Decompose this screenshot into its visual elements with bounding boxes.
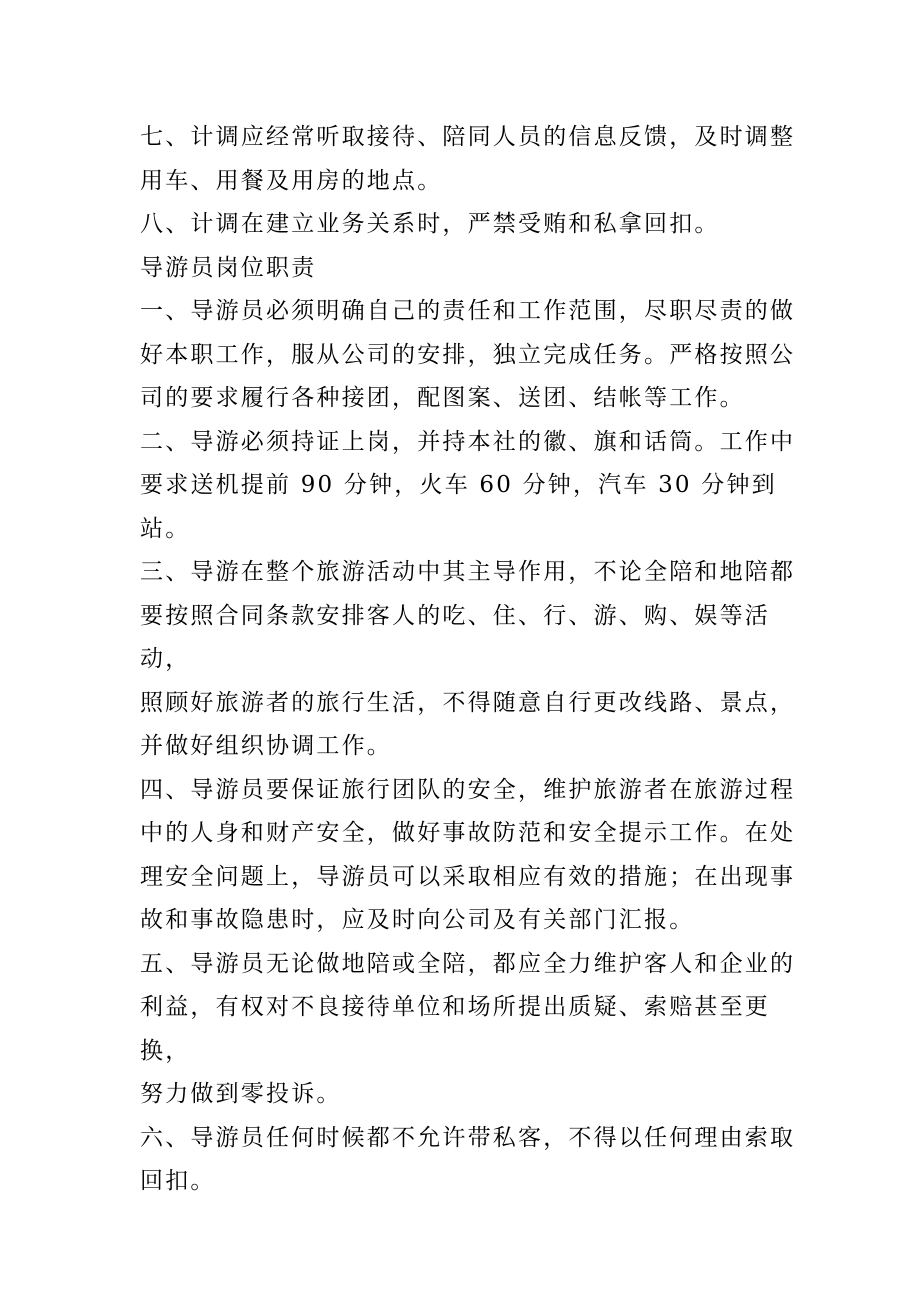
paragraph-item-6: 六、导游员任何时候都不允许带私客，不得以任何理由索取 回扣。: [140, 1124, 796, 1194]
document-body: [140, 116, 800, 1204]
paragraph-item-8: 八、计调在建立业务关系时，严禁受贿和私拿回扣。: [140, 211, 720, 237]
section-heading: 导游员岗位职责: [140, 254, 317, 281]
paragraph-item-5: 五、导游员无论做地陪或全陪，都应全力维护客人和企业的 利益，有权对不良接待单位和场所提出质疑、索赔甚至更换， 努力做到零投诉。: [140, 950, 796, 1107]
paragraph-item-1: 一、导游员必须明确自己的责任和工作范围，尽职尽责的做 好本职工作，服从公司的安排，独立完成任务。严格按照公 司的要求履行各种接团，配图案、送团、结帐等工作。: [140, 298, 796, 411]
paragraph-item-4: 四、导游员要保证旅行团队的安全，维护旅游者在旅游过程 中的人身和财产安全，做好事故防范和安全提示工作。在处 理安全问题上，导游员可以采取相应有效的措施；在出现事 故和事故隐患时，应及时向公司及有关部门汇报。: [140, 776, 796, 933]
paragraph-item-3: 三、导游在整个旅游活动中其主导作用，不论全陪和地陪都 要按照合同条款安排客人的吃、住、行、游、购、娱等活动， 照顾好旅游者的旅行生活，不得随意自行更改线路、景点， 并做好组织协调工作。: [140, 559, 796, 759]
paragraph-item-7: 七、计调应经常听取接待、陪同人员的信息反馈，及时调整 用车、用餐及用房的地点。: [140, 124, 796, 194]
paragraph-item-2: 二、导游必须持证上岗，并持本社的徽、旗和话筒。工作中 要求送机提前 90 分钟，火车 60 分钟，汽车 30 分钟到站。: [140, 428, 796, 542]
